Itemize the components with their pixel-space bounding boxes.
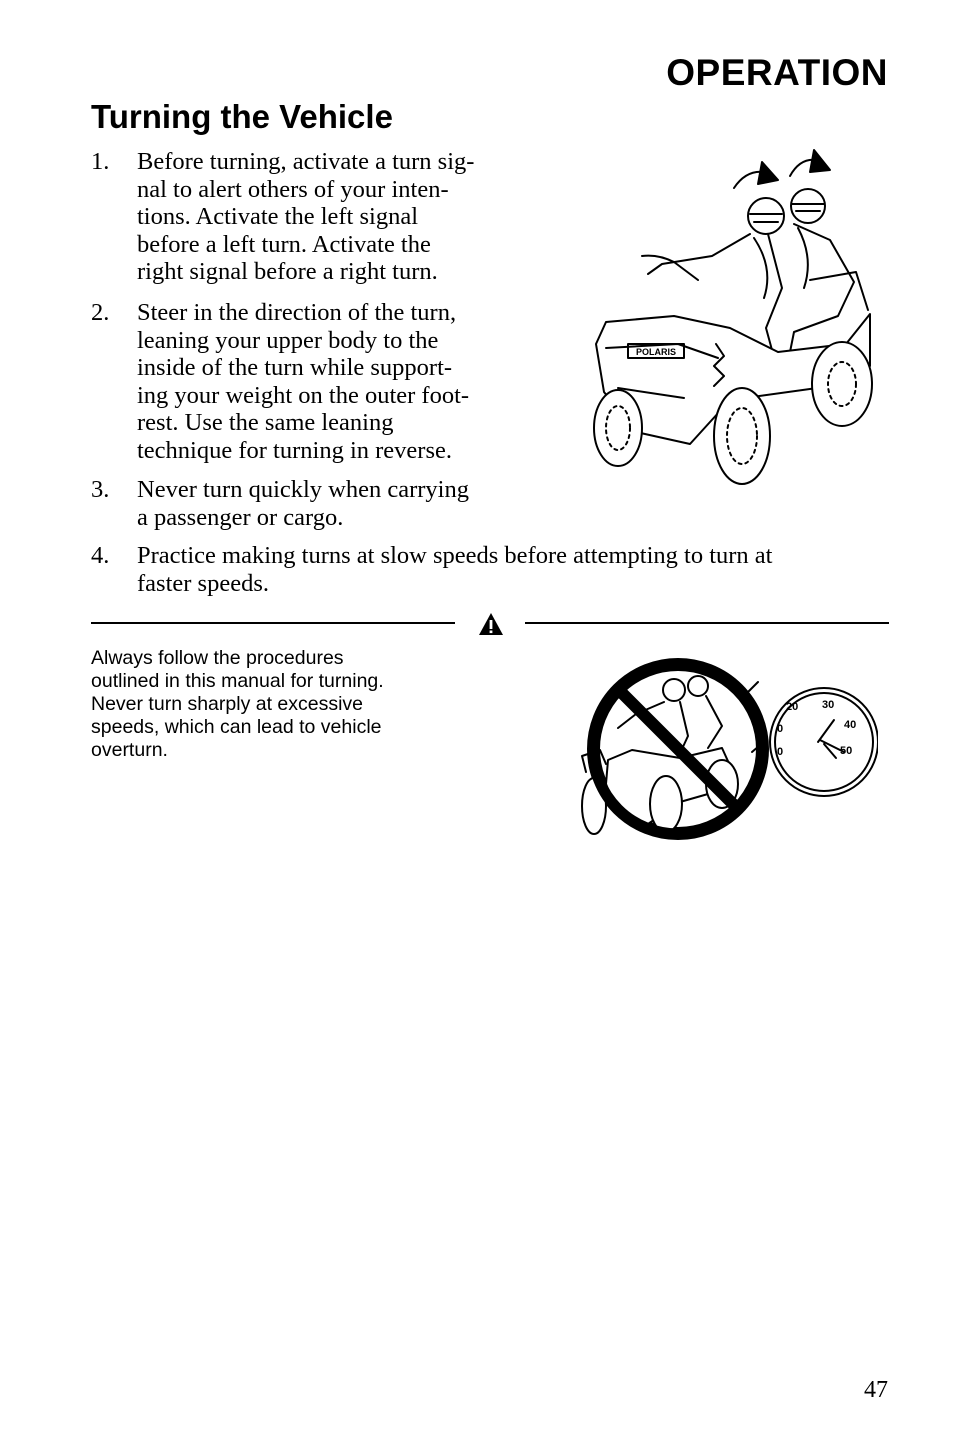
step-line: technique for turning in reverse. xyxy=(137,436,452,464)
step-line: inside of the turn while support- xyxy=(137,354,453,381)
step-line: Steer in the direction of the turn, xyxy=(137,299,457,326)
page-heading: Turning the Vehicle xyxy=(91,98,393,135)
turn-arrow-head-icon xyxy=(758,162,778,184)
dial-number: 40 xyxy=(844,719,857,731)
helmet-icon xyxy=(688,676,708,696)
step-3 xyxy=(91,476,469,531)
dial-number: 20 xyxy=(786,701,799,713)
step-4 xyxy=(91,542,772,597)
step-line: Practice making turns at slow speeds before attempting to turn at xyxy=(137,542,773,569)
dial-number: 50 xyxy=(840,745,853,757)
warning-rule-left xyxy=(91,622,455,624)
wheel-icon xyxy=(714,388,770,484)
dial-number: 0 xyxy=(777,746,784,758)
wheel-icon xyxy=(650,776,682,832)
warning-line: Always follow the procedures xyxy=(91,647,344,669)
step-number: 3. xyxy=(91,476,110,503)
step-line: Before turning, activate a turn sig- xyxy=(137,148,475,175)
step-number: 2. xyxy=(91,299,110,326)
warning-line: outlined in this manual for turning. xyxy=(91,670,384,692)
section-title: OPERATION xyxy=(666,52,888,93)
wheel-icon xyxy=(594,390,642,466)
warning-rule-right xyxy=(525,622,889,624)
step-line: nal to alert others of your inten- xyxy=(137,175,449,203)
step-line: Never turn quickly when carrying xyxy=(137,476,469,503)
warning-line: speeds, which can lead to vehicle xyxy=(91,716,382,738)
atv-turning-illustration xyxy=(578,148,878,490)
step-line: a passenger or cargo. xyxy=(137,503,344,531)
step-line: ing your weight on the outer foot- xyxy=(137,381,470,409)
step-1 xyxy=(91,148,474,286)
warning-triangle-icon xyxy=(478,612,504,636)
wheel-icon xyxy=(812,342,872,426)
helmet-icon xyxy=(791,189,825,223)
helmet-icon xyxy=(748,198,784,234)
helmet-icon xyxy=(663,679,685,701)
warning-message xyxy=(91,647,384,762)
page-number: 47 xyxy=(864,1377,888,1403)
step-number: 1. xyxy=(91,148,110,175)
step-number: 4. xyxy=(91,542,110,569)
step-line: rest. Use the same leaning xyxy=(137,409,394,436)
step-line: right signal before a right turn. xyxy=(137,258,438,285)
atv-logo: POLARIS xyxy=(635,347,677,357)
no-speed-turn-illustration xyxy=(572,652,878,846)
warning-line: overturn. xyxy=(91,739,168,761)
dial-number: 0 xyxy=(777,723,784,735)
step-line: faster speeds. xyxy=(137,569,269,597)
step-line: tions. Activate the left signal xyxy=(137,203,419,230)
step-line: leaning your upper body to the xyxy=(137,326,439,354)
step-line: before a left turn. Activate the xyxy=(137,230,431,258)
step-2 xyxy=(91,299,469,464)
warning-line: Never turn sharply at excessive xyxy=(91,693,364,715)
dial-number: 30 xyxy=(822,699,835,711)
turn-arrow-head-icon xyxy=(810,150,830,172)
